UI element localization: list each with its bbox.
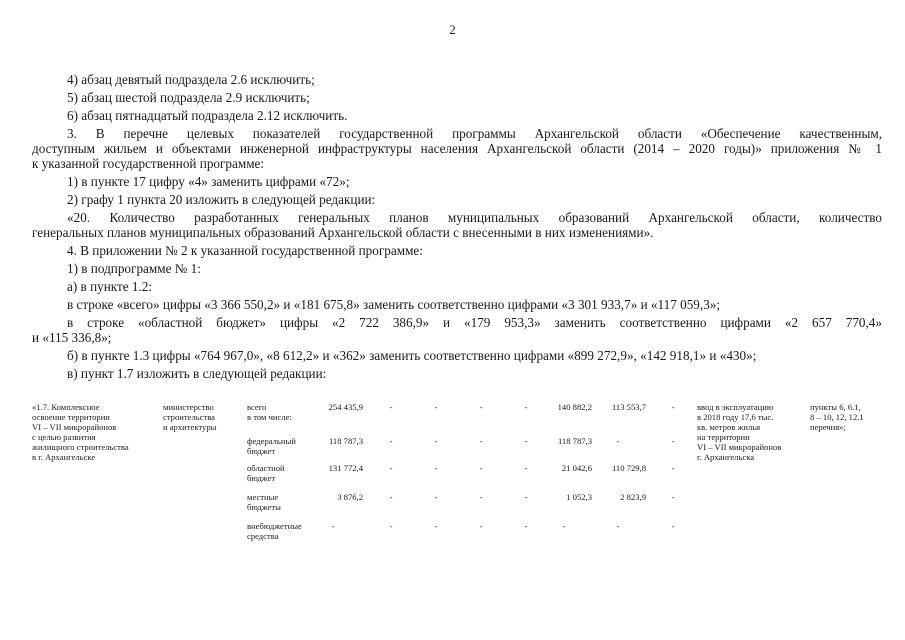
table-executor: министерство <box>163 402 214 412</box>
table-result: в 2018 году 17,6 тыс. <box>697 412 774 422</box>
paragraph: в строке «областной бюджет» цифры «2 722 386,9» и «179 953,3» заменить соответственно цифрами «2 657 770,4» <box>67 315 882 330</box>
paragraph: 2) графу 1 пункта 20 изложить в следующей редакции: <box>67 192 376 207</box>
paragraph: генеральных планов муниципальных образований Архангельской области с внесенными в них изменениями». <box>32 225 654 240</box>
table-item-name: VI – VII микрорайонов <box>32 422 117 432</box>
table-cell: 21 042,6 <box>561 463 592 473</box>
table-cell: - <box>434 463 438 473</box>
table-cell: - <box>671 402 675 412</box>
table-cell: 118 787,3 <box>328 436 363 446</box>
table-result: на территории <box>697 432 750 442</box>
table-cell: - <box>562 521 566 531</box>
paragraph: доступным жильем и объектами инженерной инфраструктуры населения Архангельской области (2014 – 2020 годы)» приложения № 1 <box>32 141 882 156</box>
table-cell: - <box>671 521 675 531</box>
table-cell: 118 787,3 <box>557 436 592 446</box>
table-cell: 1 052,3 <box>566 492 592 502</box>
table-cell: 140 882,2 <box>557 402 592 412</box>
table-source: бюджет <box>247 473 276 483</box>
table-executor: строительства <box>163 412 215 422</box>
table-item-name: жилищного строительства <box>32 442 129 452</box>
table-cell: - <box>389 492 393 502</box>
table-cell: - <box>331 521 335 531</box>
paragraph: а) в пункте 1.2: <box>67 279 153 294</box>
table-item-name: с целью развития <box>32 432 96 442</box>
table-cell: 131 772,4 <box>328 463 363 473</box>
table-cell: - <box>479 492 483 502</box>
table-cell: - <box>434 402 438 412</box>
table-result: кв. метров жилья <box>697 422 761 432</box>
table-cell: - <box>479 402 483 412</box>
table-cell: - <box>434 492 438 502</box>
table-source: федеральный <box>247 436 296 446</box>
table-cell: - <box>524 436 528 446</box>
paragraph: 6) абзац пятнадцатый подраздела 2.12 исключить. <box>67 108 348 123</box>
table-source: средства <box>247 531 279 541</box>
paragraph: «20. Количество разработанных генеральных планов муниципальных образований Архангельской области, количество <box>67 210 882 225</box>
table-indicator: 8 – 10, 12, 12.1 <box>810 412 864 422</box>
paragraph: 1) в пункте 17 цифру «4» заменить цифрами «72»; <box>67 174 350 189</box>
table-cell: - <box>434 521 438 531</box>
table-source: в том числе: <box>247 412 292 422</box>
table-source: бюджеты <box>247 502 281 512</box>
table-source: бюджет <box>247 446 276 456</box>
table-cell: 254 435,9 <box>328 402 363 412</box>
table-source: местные <box>247 492 279 502</box>
table-cell: - <box>389 402 393 412</box>
table-cell: - <box>479 436 483 446</box>
table-cell: - <box>479 463 483 473</box>
table-item-name: в г. Архангельске <box>32 452 96 462</box>
table-cell: - <box>616 521 620 531</box>
table-cell: - <box>524 492 528 502</box>
table-cell: - <box>434 436 438 446</box>
table-cell: - <box>479 521 483 531</box>
table-cell: - <box>524 402 528 412</box>
table-cell: - <box>524 463 528 473</box>
paragraph: 4) абзац девятый подраздела 2.6 исключить; <box>67 72 315 87</box>
paragraph: к указанной государственной программе: <box>32 156 265 171</box>
table-result: ввод в эксплуатацию <box>697 402 774 412</box>
table-cell: - <box>389 463 393 473</box>
paragraph: 5) абзац шестой подраздела 2.9 исключить; <box>67 90 310 105</box>
table-cell: - <box>389 436 393 446</box>
table-item-name: «1.7. Комплексное <box>32 402 100 412</box>
table-cell: - <box>671 463 675 473</box>
table-indicator: перечня»; <box>810 422 846 432</box>
paragraph: б) в пункте 1.3 цифры «764 967,0», «8 612,2» и «362» заменить соответственно цифрами «899 272,9», «142 918,1» и «430»; <box>67 348 757 363</box>
paragraph: и «115 336,8»; <box>32 330 112 345</box>
table-cell: 3 876,2 <box>337 492 363 502</box>
table-item-name: освоение территории <box>32 412 110 422</box>
table-cell: - <box>671 436 675 446</box>
table-source: внебюджетные <box>247 521 302 531</box>
table-cell: - <box>616 436 620 446</box>
paragraph: в строке «всего» цифры «3 366 550,2» и «181 675,8» заменить соответственно цифрами «3 301 933,7» и «117 059,3»; <box>67 297 721 312</box>
paragraph: в) пункт 1.7 изложить в следующей редакции: <box>67 366 327 381</box>
table-cell: - <box>524 521 528 531</box>
paragraph: 3. В перечне целевых показателей государственной программы Архангельской области «Обеспечение качественным, <box>67 126 882 141</box>
paragraph: 1) в подпрограмме № 1: <box>67 261 201 276</box>
table-cell: 110 729,8 <box>611 463 646 473</box>
page-number: 2 <box>449 22 456 37</box>
table-cell: 113 553,7 <box>611 402 646 412</box>
table-cell: 2 823,9 <box>620 492 646 502</box>
table-result: VI – VII микрорайонов <box>697 442 782 452</box>
table-cell: - <box>671 492 675 502</box>
table-indicator: пункты 6, 6.1, <box>810 402 861 412</box>
table-cell: - <box>389 521 393 531</box>
table-result: г. Архангельска <box>697 452 755 462</box>
table-source: всего <box>247 402 267 412</box>
table-source: областной <box>247 463 285 473</box>
paragraph: 4. В приложении № 2 к указанной государственной программе: <box>67 243 423 258</box>
table-executor: и архитектуры <box>163 422 217 432</box>
